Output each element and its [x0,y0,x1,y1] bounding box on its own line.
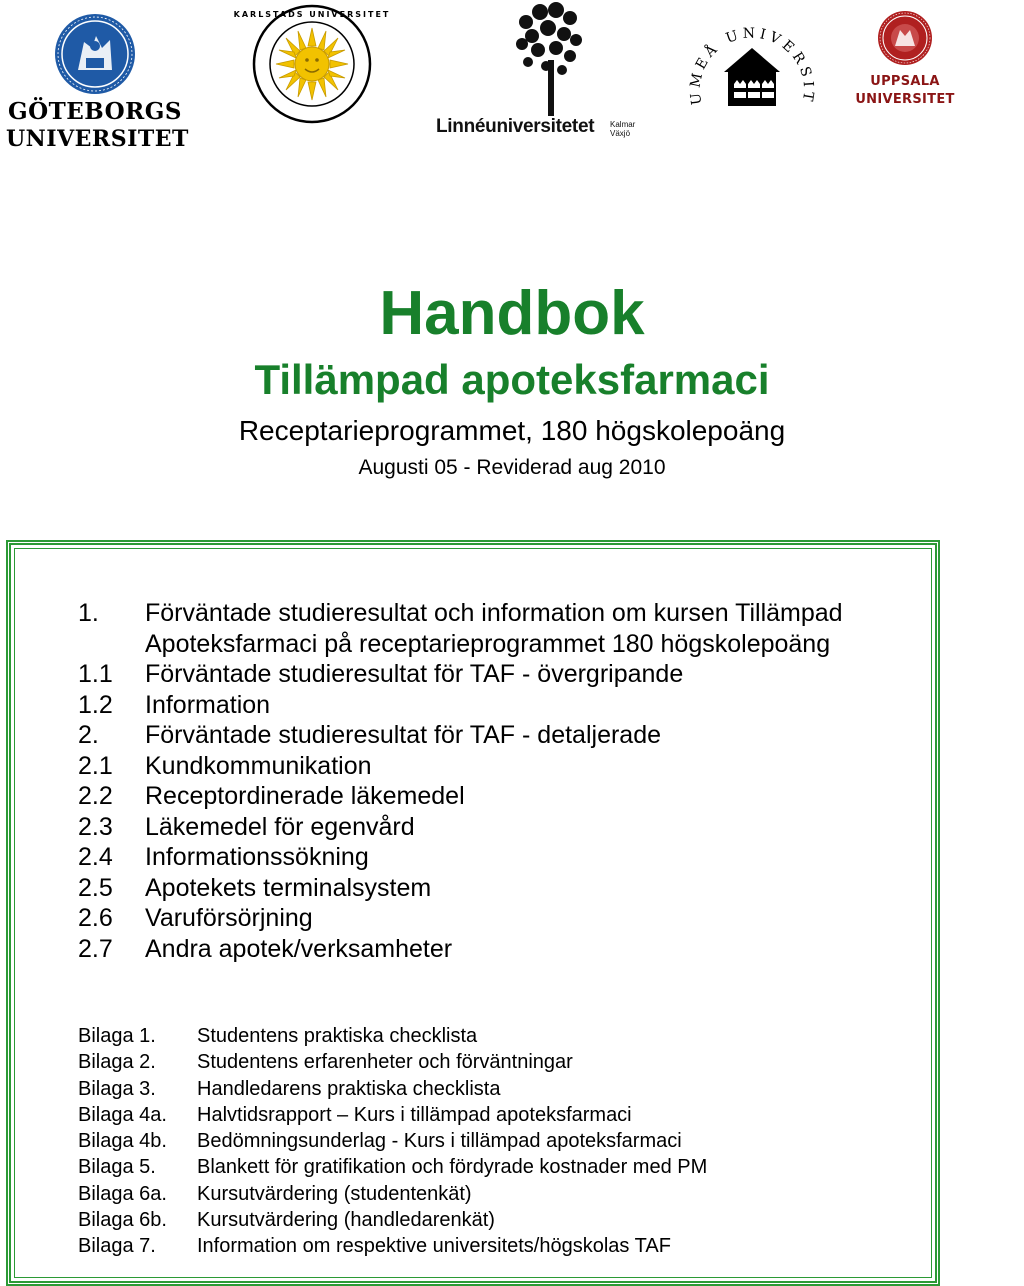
toc-text: Kundkommunikation [145,751,372,780]
toc-text: Andra apotek/verksamheter [145,934,453,963]
toc-text: Läkemedel för egenvård [145,812,415,841]
appendix-label: Bilaga 3. [78,1077,156,1100]
toc-item [78,629,918,660]
toc-number: 1.1 [78,660,113,688]
document-title: Handbok [379,279,645,348]
toc-item [78,873,918,904]
lnu-sub-line2: Växjö [610,129,631,138]
umu-emblem-icon [688,14,816,138]
appendix-list [78,1023,918,1260]
toc-text: Informationssökning [145,843,369,871]
appendix-label: Bilaga 6a. [78,1182,167,1205]
toc-text: Apoteksfarmaci på receptarieprogrammet 180 högskolepoäng [145,629,831,658]
uu-name-line1: UPPSALA [870,74,940,89]
gu-name-line2: UNIVERSITET [6,126,189,152]
toc-number: 2.7 [78,934,113,963]
appendix-title: Information om respektive universitets/högskolas TAF [197,1235,671,1258]
appendix-title: Kursutvärdering (studentenkät) [197,1182,472,1205]
lnu-tree-icon [430,0,646,116]
toc-text: Apotekets terminalsystem [145,873,432,902]
lnu-sub [610,120,635,138]
lnu-sub-line1: Kalmar [610,120,636,129]
appendix-item [78,1076,918,1102]
kau-sun-icon [233,2,391,126]
toc-text: Förväntade studieresultat för TAF - detaljerade [145,721,662,749]
uppsala-universitet-logo [850,8,960,116]
toc-item [78,903,918,934]
toc-number: 2. [78,721,99,749]
appendix-item [78,1049,918,1075]
toc-text: Information [145,690,271,719]
appendix-title: Bedömningsunderlag - Kurs i tillämpad apoteksfarmaci [197,1130,682,1153]
appendix-label: Bilaga 4a. [78,1103,167,1126]
toc-number: 2.1 [78,751,113,780]
toc-number: 2.2 [78,782,113,810]
uu-seal-icon [850,8,960,72]
gu-seal-icon [6,8,184,98]
appendix-title: Kursutvärdering (handledarenkät) [197,1209,495,1232]
toc-number: 2.6 [78,904,113,932]
appendix-item [78,1102,918,1128]
appendix-label: Bilaga 4b. [78,1130,167,1153]
appendix-item [78,1023,918,1049]
appendix-item [78,1181,918,1207]
appendix-label: Bilaga 6b. [78,1209,167,1232]
lnu-name: Linnéuniversitetet [436,116,595,137]
appendix-label: Bilaga 1. [78,1025,156,1047]
document-subtitle: Tillämpad apoteksfarmaci [254,356,770,403]
appendix-item [78,1128,918,1154]
umea-universitet-logo [688,14,816,138]
program-name: Receptarieprogrammet, 180 högskolepoäng [238,415,786,446]
appendix-title: Studentens praktiska checklista [197,1025,478,1047]
appendix-title: Halvtidsrapport – Kurs i tillämpad apoteksfarmaci [197,1103,632,1126]
toc-item [78,934,918,965]
toc-number: 1. [78,599,99,627]
karlstads-universitet-logo [233,2,391,126]
toc-text: Receptordinerade läkemedel [145,782,465,810]
svg-text:KARLSTADS UNIVERSITET: KARLSTADS UNIVERSITET [233,10,391,19]
toc-text: Förväntade studieresultat och information om kursen Tillämpad [145,599,843,627]
toc-item [78,751,918,782]
toc-number: 1.2 [78,690,113,719]
toc-item [78,842,918,873]
appendix-title: Studentens erfarenheter och förväntningar [197,1051,573,1074]
svg-text:UMEÅ UNIVERSITET: UMEÅ UNIVERSIT [688,25,816,107]
toc-number: 2.4 [78,843,113,871]
appendix-label: Bilaga 2. [78,1051,156,1074]
toc-item [78,690,918,721]
toc-number: 2.3 [78,812,113,841]
toc-item [78,598,918,629]
appendix-item [78,1154,918,1180]
toc-item [78,781,918,812]
appendix-item [78,1233,918,1259]
toc-number: 2.5 [78,873,113,902]
uu-name-line2: UNIVERSITET [855,92,955,107]
toc-number [78,629,145,660]
appendix-title: Blankett för gratifikation och fördyrade kostnader med PM [197,1156,708,1179]
toc-text: Varuförsörjning [145,904,313,932]
gu-name-line1: GÖTEBORGS [7,98,183,125]
appendix-item [78,1207,918,1233]
toc-item [78,812,918,843]
goteborgs-universitet-logo [6,8,189,152]
table-of-contents [78,598,918,964]
revision-date: Augusti 05 - Reviderad aug 2010 [358,456,666,479]
appendix-title: Handledarens praktiska checklista [197,1077,501,1100]
appendix-label: Bilaga 5. [78,1156,156,1179]
toc-item [78,720,918,751]
appendix-label: Bilaga 7. [78,1235,156,1258]
linneuniversitetet-logo [430,0,646,142]
toc-item [78,659,918,690]
toc-text: Förväntade studieresultat för TAF - övergripande [145,660,684,688]
